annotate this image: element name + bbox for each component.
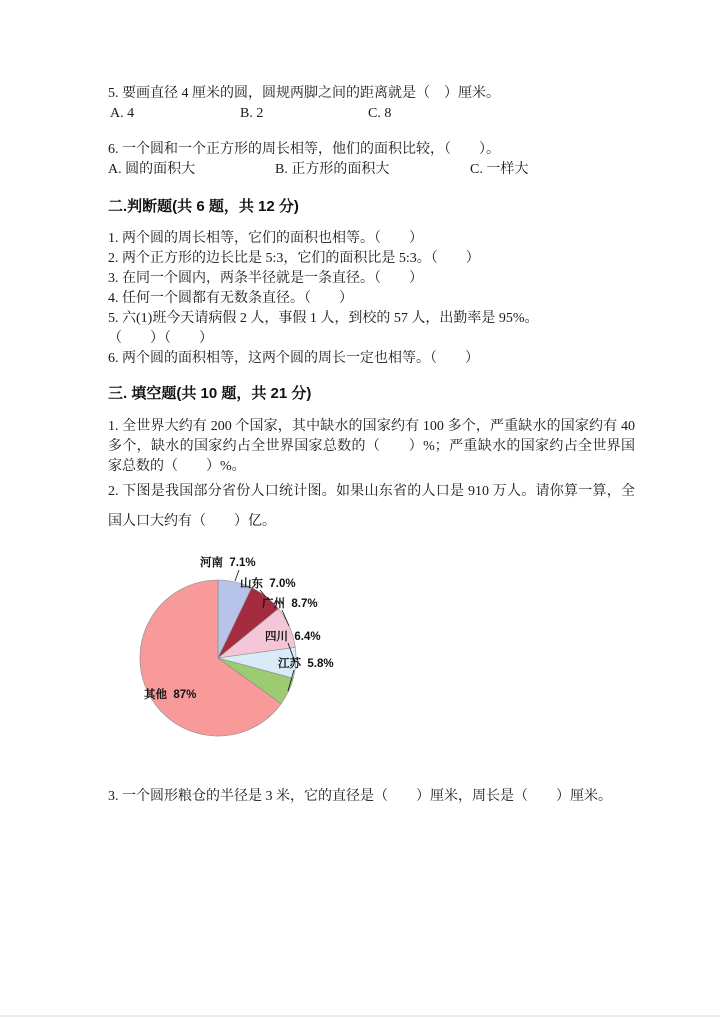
judgement-item-5: 5. 六(1)班今天请病假 2 人，事假 1 人，到校的 57 人，出勤率是 95%。 bbox=[108, 311, 539, 326]
pie-label-shandong: 山东 7.0% bbox=[240, 578, 296, 590]
judgement-item-1: 1. 两个圆的周长相等，它们的面积也相等。（ ） bbox=[108, 231, 423, 246]
worksheet-content bbox=[108, 84, 635, 807]
question-5-text: 5. 要画直径 4 厘米的圆，圆规两脚之间的距离就是（ ）厘米。 bbox=[108, 86, 500, 101]
pie-leader-line-henan bbox=[235, 570, 239, 581]
pie-label-sichuan: 四川 6.4% bbox=[265, 631, 321, 643]
question-6-text: 6. 一个圆和一个正方形的周长相等，他们的面积比较，（ ）。 bbox=[108, 142, 500, 157]
pie-label-guangzhou: 广州 8.7% bbox=[262, 598, 318, 610]
section-fill-title: 三. 填空题(共 10 题，共 21 分) bbox=[108, 385, 312, 402]
judgement-item-5-blanks: （ ）（ ） bbox=[108, 331, 213, 346]
judgement-item-6: 6. 两个圆的面积相等，这两个圆的周长一定也相等。（ ） bbox=[108, 351, 479, 366]
judgement-questions bbox=[108, 229, 635, 369]
pie-label-henan: 河南 7.1% bbox=[200, 557, 256, 569]
judgement-item-3: 3. 在同一个圆内，两条半径就是一条直径。（ ） bbox=[108, 271, 423, 286]
q6-option-b: B. 正方形的面积大 bbox=[275, 162, 390, 177]
question-5-options bbox=[108, 104, 635, 124]
question-6-options bbox=[108, 160, 635, 180]
fill-question-2: 2. 下图是我国部分省份人口统计图。如果山东省的人口是 910 万人。请你算一算，全国人口大约有（ ）亿。 bbox=[108, 484, 635, 529]
fill-question-1: 1. 全世界大约有 200 个国家，其中缺水的国家约有 100 多个，严重缺水的国家约有 40 多个，缺水的国家约占全世界国家总数的（ ）%；严重缺水的国家约占全世界国家总数的（ ）%。 bbox=[108, 419, 635, 474]
judgement-item-2: 2. 两个正方形的边长比是 5:3，它们的面积比是 5:3。（ ） bbox=[108, 251, 480, 266]
page-bottom-edge bbox=[0, 1015, 720, 1017]
pie-label-jiangsu: 江苏 5.8% bbox=[278, 658, 334, 670]
q5-option-b: B. 2 bbox=[240, 106, 264, 121]
population-pie-chart-svg bbox=[138, 548, 368, 740]
population-pie-chart bbox=[138, 548, 368, 740]
pie-label-other: 其他 87% bbox=[144, 689, 197, 701]
q6-option-c: C. 一样大 bbox=[470, 162, 529, 177]
fill-question-3: 3. 一个圆形粮仓的半径是 3 米，它的直径是（ ）厘米，周长是（ ）厘米。 bbox=[108, 789, 612, 804]
q6-option-a: A. 圆的面积大 bbox=[108, 162, 196, 177]
q5-option-a: A. 4 bbox=[110, 106, 135, 121]
judgement-item-4: 4. 任何一个圆都有无数条直径。（ ） bbox=[108, 291, 353, 306]
section-judgement-title: 二.判断题(共 6 题，共 12 分) bbox=[108, 198, 299, 215]
q5-option-c: C. 8 bbox=[368, 106, 392, 121]
